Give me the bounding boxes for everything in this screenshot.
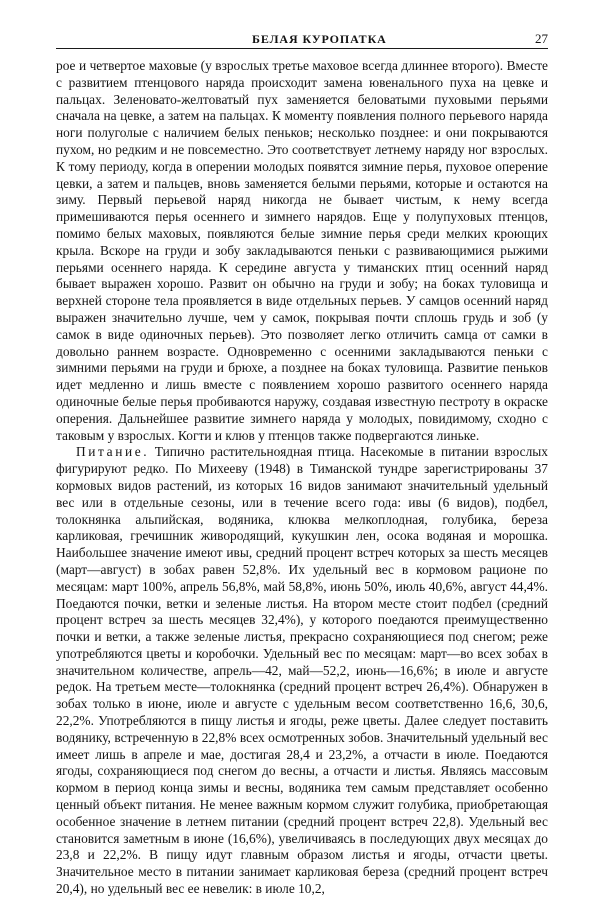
running-header [56, 30, 548, 49]
body-text [56, 58, 548, 898]
paragraph-plumage: рое и четвертое маховые (у взрослых третье маховое всегда длиннее второго). Вместе с развитием птенцового наряда происходит замена ювенального пуха на цевке и пальцах. Зеленовато-желтоватый пух заменяется беловатыми пуховыми перьями сначала на цевке, а затем на пальцах. К моменту появления полного перьевого наряда ноги полуголые с наличием белых пеньков; несколько позднее: и они покрываются пухом, но редким и не повсеместно. Это соответствует летнему наряду ног взрослых. К тому периоду, когда в оперении молодых появятся зимние перья, пуховое оперение цевки, а затем и пальцев, вновь заменяется белыми перьями, которые и остаются на зиму. Первый перьевой наряд никогда не бывает чистым, к нему всегда примешиваются перья осеннего и зимнего нарядов. Еще у полупуховых птенцов, помимо белых маховых, появляются белые зимние перья среди мелких кроющих крыла. Вскоре на груди и зобу закладываются пеньки с развивающимися рыжими перьями осеннего наряда. К середине августа у тиманских птиц осенний наряд бывает выражен хорошо. Развит он обычно на груди и зобу; на боках туловища и верхней стороне тела проявляется в виде отдельных перьев. У самцов осенний наряд выражен значительно лучше, чем у самок, покрывая почти сплошь грудь и зоб (у самок в виде одиночных перьев). Это позволяет легко отличить самца от самки в довольно раннем возрасте. Одновременно с осенними закладываются пеньки с зимними перьями на груди и брюхе, а позднее на боках туловища. Развитие пеньков идет медленно и лишь вместе с появлением хорошо развитого осеннего наряда одиночные белые перья пробиваются наружу, создавая известную пестроту в окраске оперения. Дальнейшее развитие зимнего наряда у молодых, повидимому, сходно с таковым у взрослых. Когти и клюв у птенцов также подвергаются линьке. [56, 58, 548, 443]
paragraph-feeding-text: Типично растительноядная птица. Насекомые в питании взрослых фигурируют редко. По Михееву (1948) в Тиманской тундре зарегистрированы 37 кормовых видов растений, из которых 16 видов занимают значительный удельный вес или в отдельные сезоны, или в течение всего года: ивы (6 видов), подбел, толокнянка альпийская, водяника, клюква мелкоплодная, голубика, береза карликовая, гречишник живородящий, кукушкин лен, осока водяная и морошка. Наибольшее значение имеют ивы, средний процент встреч которых за шесть месяцев (март—август) в зобах равен 52,8%. Их удельный вес в кормовом рационе по месяцам: март 100%, апрель 56,8%, май 58,8%, июнь 50%, июль 40,6%, август 44,4%. Поедаются почки, ветки и зеленые листья. На втором месте стоит подбел (средний процент встреч за шесть месяцев 32,4%), у которого поедаются преимущественно почки и ветки, а также зеленые листья, прекрасно сохраняющиеся под снегом; реже употребляются цветы и коробочки. Удельный вес по месяцам: март—во всех зобах в значительном количестве, апрель—42, май—52,2, июнь—16,6%; в июле и августе редок. На третьем месте—толокнянка (средний процент встреч 26,4%). Обнаружен в зобах только в июне, июле и августе с удельным весом соответственно 16,6, 30,6, 22,2%. Употребляются в пищу листья и ягоды, реже цветы. Далее следует поставить водянику, встреченную в 22,8% всех осмотренных зобов. Значительный удельный вес имеет лишь в апреле и мае, достигая 28,4 и 23,2%, а отчасти в июле. Поедаются ягоды, сохраняющиеся под снегом до весны, а отчасти и листья. Являясь массовым кормом в период конца зимы и весны, водяника тем самым представляет особенно ценный объект питания. Не менее важным кормом служит голубика, приобретающая особенное значение в летнем питании (средний процент встреч 22,8). Удельный вес становится заметным в июне (16,6%), увеличиваясь в последующих двух месяцах до 23,8 и 22,2%. В пищу идут главным образом листья и ягоды, отчасти цветы. Значительное место в питании занимает карликовая береза (средний процент встреч 20,4), но удельный вес ее невелик: в июле 10,2, [56, 444, 548, 897]
section-heading-feeding: Питание. [76, 444, 150, 460]
page-number: 27 [535, 31, 548, 46]
running-title: БЕЛАЯ КУРОПАТКА [252, 32, 387, 46]
paragraph-feeding [56, 444, 548, 898]
